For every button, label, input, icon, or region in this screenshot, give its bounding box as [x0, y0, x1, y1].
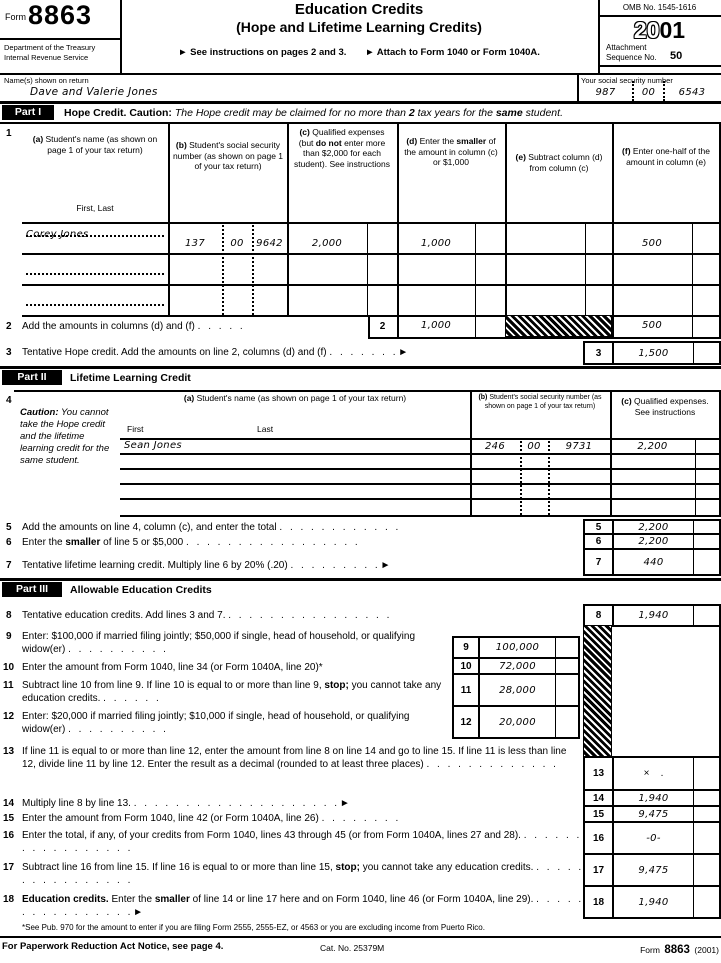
part3-title: Allowable Education Credits [70, 584, 212, 596]
table-line [120, 468, 721, 470]
cents-cell[interactable] [555, 638, 578, 657]
line9-number: 9 [6, 631, 12, 642]
col-e-header [509, 152, 609, 173]
col-text: Student's name (as shown on page 1 of your tax return) [43, 134, 158, 155]
first-label: First [127, 424, 144, 434]
caution-text: You cannot take the Hope credit and the lifetime learning credit for the same student. [20, 407, 110, 466]
line8-amount: 1,940 [638, 610, 669, 621]
line5-text: Add the amounts on line 4, column (c), and enter the total [22, 522, 277, 533]
col-c-header [291, 127, 393, 169]
divider [120, 0, 122, 73]
student-ssn-field[interactable]: 9642 [256, 238, 283, 249]
line12-amount: 20,000 [499, 716, 536, 728]
sequence-number: 50 [670, 50, 683, 62]
see-instructions-note: ► See instructions on pages 2 and 3. [178, 47, 347, 58]
line6-amount: 2,200 [638, 536, 669, 547]
col-tag: (a) [32, 134, 44, 144]
line18-box-number: 18 [585, 887, 614, 917]
ssn-divider [252, 222, 254, 315]
paperwork-notice: For Paperwork Reduction Act Notice, see page 4. [2, 941, 224, 952]
line18-text-bold: smaller [154, 894, 190, 905]
last-label: Last [257, 424, 274, 434]
footer-form-year: (2001) [694, 945, 719, 955]
line10-box-number: 10 [454, 659, 480, 673]
line13-text: If line 11 is equal to or more than line 12, enter the amount from line 8 on line 14 and go to line 15. If line 11 is less than line 12, divide line 11 by line 12. Enter the result as a decimal (rounded to at least three places) [22, 746, 567, 770]
line2-label [22, 320, 243, 333]
line6-label [22, 536, 358, 549]
arrow-icon: ► [133, 907, 144, 918]
line10-label [22, 661, 323, 674]
line18-text-bold: Education credits. [22, 894, 109, 905]
line6-text: Enter the [22, 537, 66, 548]
line17-label [22, 861, 582, 887]
line18-amount: 1,940 [638, 896, 669, 908]
tax-year [598, 18, 721, 42]
line6-text-bold: smaller [65, 537, 101, 548]
line6-box-number: 6 [585, 535, 614, 548]
qualified-expenses-field[interactable]: 2,200 [637, 441, 668, 452]
line8-number: 8 [6, 610, 12, 621]
dot-leader: . . . . . . . . . . . . . . . . . [22, 830, 580, 854]
dot-leader: . . . . . . . . [321, 813, 399, 824]
dot-leader: . . . . . . . . . . . . . [426, 759, 556, 770]
line2-column-d-field[interactable]: 1,000 [420, 320, 452, 331]
cents-cell[interactable] [693, 855, 719, 885]
line16-amount-field[interactable] [614, 823, 693, 853]
line7-label [22, 559, 390, 572]
col-tag: (d) [406, 136, 418, 146]
dot-leader: . . . . . . . . . . . . . . . . [228, 610, 390, 621]
qualified-expenses-field[interactable]: 2,000 [311, 238, 343, 249]
line12-amount-row [452, 705, 580, 739]
treasury-line2: Internal Revenue Service [4, 53, 89, 62]
line10-text: Enter the amount from Form 1040, line 34 (or Form 1040A, line 20)* [22, 662, 323, 673]
divider [0, 936, 721, 938]
cents-cell[interactable] [693, 606, 719, 625]
divider [0, 38, 120, 40]
col-text: enter more than $2,000 for each student). See instructions [294, 137, 390, 169]
col-text-bold: do not [315, 137, 342, 148]
table-line [368, 337, 721, 339]
line18-number: 18 [3, 894, 15, 905]
caution-label: Caution: [20, 407, 59, 418]
col-d-header [401, 136, 501, 168]
line17-amount: 9,475 [638, 864, 669, 876]
line3-number: 3 [6, 347, 12, 358]
line5-box-number: 5 [585, 521, 614, 533]
student-ssn-field[interactable]: 246 [485, 441, 505, 452]
line17-text: Subtract line 16 from line 15. If line 16 is equal to or more than line 15, [22, 862, 336, 873]
line16-number: 16 [3, 830, 15, 841]
line9-text: Enter: $100,000 if married filing jointly; $50,000 if single, head of household, or qualifying widow(er) [22, 631, 416, 655]
line2-box-number: 2 [379, 321, 386, 332]
part1-heading-text: tax years for the [414, 107, 496, 119]
table-line [120, 453, 721, 455]
line14-box-number: 14 [585, 791, 614, 805]
line10-amount-field[interactable] [480, 659, 555, 673]
line8-amount-row [583, 604, 721, 627]
smaller-amount-field[interactable]: 1,000 [420, 238, 452, 249]
line15-amount-field[interactable] [614, 807, 693, 821]
line13-box-number: 13 [585, 758, 614, 789]
line8-box-number: 8 [585, 606, 614, 625]
col-text-bold: smaller [456, 136, 487, 146]
line6-text: of line 5 or $5,000 [100, 537, 184, 548]
line11-text: Subtract line 10 from line 9. If line 10 is equal to or more than line 9, [22, 680, 325, 691]
student-name-value: Corey Jones [26, 229, 89, 240]
footer-form-word: Form [640, 945, 660, 955]
dot-leader: . . . . . . [103, 693, 159, 704]
part1-heading-em: same [495, 107, 523, 119]
cents-cell[interactable] [693, 343, 719, 363]
ssn-label: Your social security number [581, 76, 673, 85]
ssn-field-3[interactable]: 6543 [678, 87, 706, 98]
line7-amount-field[interactable] [614, 550, 693, 574]
line8-amount-field[interactable] [614, 606, 693, 625]
table-line [120, 515, 721, 517]
arrow-icon: ► [339, 798, 350, 809]
one-half-amount-field[interactable]: 500 [642, 238, 662, 249]
cents-divider [692, 222, 693, 337]
col-text: Qualified expenses (but [298, 127, 385, 148]
cents-cell[interactable] [693, 758, 719, 789]
dot-leader: . . . . . . . . . . . . . . . . . [186, 537, 358, 548]
table-line [22, 315, 721, 317]
cents-cell[interactable] [693, 887, 719, 917]
line11-amount: 28,000 [499, 684, 536, 696]
dot-leader: . . . . . . . . . [290, 560, 378, 571]
line5-amount: 2,200 [638, 521, 669, 533]
line13-decimal-field[interactable] [614, 758, 693, 789]
line3-amount: 1,500 [638, 347, 669, 359]
line9-amount: 100,000 [495, 642, 540, 653]
col-text: Student's social security number (as shown on page 1 of your tax return) [484, 394, 602, 410]
line18-text: of line 14 or line 17 here and on Form 1040, line 46 (or Form 1040A, line 29). [189, 894, 534, 905]
line12-amount-field[interactable] [480, 707, 555, 737]
student-name-field[interactable] [26, 224, 164, 240]
line16-amount-row [583, 821, 721, 855]
section-divider [0, 366, 721, 369]
dot-leader: . . . . . . . . . . [68, 724, 166, 735]
table-line [22, 284, 721, 286]
line12-box-number: 12 [454, 707, 480, 737]
line3-label [22, 346, 408, 359]
line3-text: Tentative Hope credit. Add the amounts on line 2, columns (d) and (f) [22, 347, 327, 358]
col-text: Enter one-half of the amount in column (e) [626, 146, 710, 167]
line14-amount-field[interactable] [614, 791, 693, 805]
omb-number: OMB No. 1545-1616 [622, 3, 697, 12]
line2-text: Add the amounts in columns (d) and (f) [22, 321, 195, 332]
footnote: *See Pub. 970 for the amount to enter if you are filing Form 2555, 2555-EZ, or 4563 or you are excluding income from Puerto Rico. [22, 923, 485, 932]
taxpayer-name-field[interactable]: Dave and Valerie Jones [30, 86, 158, 98]
line7-amount: 440 [643, 556, 664, 568]
line3-amount-field[interactable] [614, 343, 693, 363]
cents-cell[interactable] [555, 675, 578, 705]
cents-cell[interactable] [555, 659, 578, 673]
table-line [505, 122, 507, 337]
line9-amount-field[interactable] [480, 638, 555, 657]
student-ssn-field[interactable]: 00 [527, 441, 541, 452]
line16-text: Enter the total, if any, of your credits from Form 1040, lines 43 through 45 (or from Form 1040A, lines 27 and 28). [22, 830, 521, 841]
dot-leader: . . . . . . . [329, 347, 396, 358]
dot-leader: . . . . . [197, 321, 243, 332]
col-tag: (c) [621, 396, 632, 406]
col-tag: (b) [175, 140, 187, 150]
name-label: Name(s) shown on return [4, 76, 89, 85]
line16-box-number: 16 [585, 823, 614, 853]
divider [0, 73, 721, 75]
line16-amount: -0- [646, 832, 661, 844]
ssn-field-1[interactable]: 987 [595, 87, 616, 98]
student-ssn-field[interactable]: 137 [185, 238, 205, 249]
line14-amount: 1,940 [638, 792, 669, 804]
line14-text: Multiply line 8 by line 13. [22, 798, 131, 809]
cents-cell[interactable] [693, 550, 719, 574]
line5-amount-field[interactable] [614, 521, 693, 533]
part2-col-c-header [613, 396, 717, 417]
line5-label [22, 521, 398, 534]
line9-label [22, 630, 447, 656]
line13-preprint: × . [643, 768, 664, 779]
dot-leader: . . . . . . . . . . . . . . . . [22, 862, 582, 886]
dot-leader: . . . . . . . . . . . . . . . . . . . . [133, 798, 338, 809]
dot-leader: . . . . . . . . . . . . [279, 522, 399, 533]
line2-number: 2 [6, 321, 12, 332]
line10-number: 10 [3, 662, 15, 673]
col-tag: (c) [299, 127, 310, 137]
year-outline-part: 20 [633, 17, 660, 43]
section-divider [0, 578, 721, 581]
part1-heading [64, 106, 563, 120]
cents-divider [367, 222, 368, 315]
form-title: Education Credits [294, 1, 424, 18]
table-line [168, 122, 170, 315]
line6-amount-field[interactable] [614, 535, 693, 548]
cents-cell[interactable] [693, 521, 719, 533]
sequence-label: Sequence No. [606, 53, 657, 62]
line11-amount-row [452, 673, 580, 707]
col-b-header [172, 140, 284, 172]
table-line [120, 483, 721, 485]
line11-text-bold: stop; [324, 680, 349, 691]
line14-label [22, 797, 350, 810]
footer-form-number: 8863 [664, 944, 690, 956]
col-tag: (f) [622, 146, 631, 156]
line10-amount: 72,000 [499, 660, 536, 672]
col-a-header [26, 134, 164, 155]
cents-cell[interactable] [693, 823, 719, 853]
line17-amount-row [583, 853, 721, 887]
table-line [612, 122, 614, 337]
catalog-number: Cat. No. 25379M [320, 943, 385, 953]
table-line [397, 122, 399, 337]
shaded-cell [505, 315, 612, 337]
line11-amount-field[interactable] [480, 675, 555, 705]
col-text: Enter the [417, 136, 457, 146]
student-ssn-field[interactable]: 00 [230, 238, 244, 249]
attachment-label: Attachment [606, 43, 647, 52]
treasury-line1: Department of the Treasury [4, 43, 96, 52]
year-box [598, 15, 721, 67]
line18-text: Enter the [108, 894, 155, 905]
line2-column-f-field[interactable]: 500 [642, 320, 662, 331]
line11-box-number: 11 [454, 675, 480, 705]
form-word: Form [5, 12, 26, 22]
arrow-icon: ► [380, 560, 391, 571]
line18-label [22, 893, 582, 919]
col-f-header [616, 146, 716, 167]
cents-cell[interactable] [693, 535, 719, 548]
line9-box-number: 9 [454, 638, 480, 657]
line11-number: 11 [3, 680, 14, 691]
part2-caution [20, 407, 120, 467]
col-text: Subtract column (d) from column (c) [525, 152, 603, 173]
line4-number: 4 [6, 395, 12, 406]
table-line [287, 122, 289, 315]
col-text: of the amount in column (c) or $1,000 [404, 136, 498, 167]
line7-box-number: 7 [585, 550, 614, 574]
cents-divider [475, 222, 476, 337]
col-text: Qualified expenses. See instructions [631, 396, 709, 417]
student-ssn-field[interactable]: 9731 [565, 441, 593, 452]
cents-divider [585, 222, 586, 315]
col-tag: (b) [478, 394, 488, 401]
ssn-field-2[interactable]: 00 [641, 87, 656, 98]
dot-leader: . . . . . . . . . . [68, 644, 166, 655]
line7-amount-row [583, 548, 721, 576]
line17-amount-field[interactable] [614, 855, 693, 885]
line18-amount-field[interactable] [614, 887, 693, 917]
line7-number: 7 [6, 560, 12, 571]
part1-badge: Part I [2, 105, 54, 120]
col-tag: (e) [515, 152, 526, 162]
table-line [14, 390, 721, 392]
arrow-icon: ► [398, 347, 409, 358]
part1-heading-em: 2 [408, 107, 415, 119]
line16-label [22, 829, 582, 855]
line3-amount-row [583, 341, 721, 365]
part1-heading-text: The Hope credit may be claimed for no more than [171, 107, 409, 119]
year-bold-part: 01 [659, 17, 686, 43]
line11-label [22, 679, 450, 705]
line13-label [22, 745, 580, 771]
part2-title: Lifetime Learning Credit [70, 372, 191, 384]
table-line [120, 438, 721, 440]
col-text: Student's social security number (as shown on page 1 of your tax return) [172, 140, 284, 171]
cents-cell[interactable] [693, 791, 719, 805]
form-subtitle: (Hope and Lifetime Learning Credits) [236, 19, 482, 35]
attach-note: ► Attach to Form 1040 or Form 1040A. [365, 47, 540, 58]
part2-col-b-header [473, 393, 607, 411]
table-line [120, 498, 721, 500]
form-number: 8863 [28, 0, 93, 30]
section-divider [0, 101, 721, 104]
part1-heading-bold: Hope Credit. Caution: [64, 107, 172, 119]
line12-text: Enter: $20,000 if married filing jointly; $10,000 if single, head of household, or qualifying widow(er) [22, 711, 410, 735]
part2-col-a-header [150, 393, 440, 404]
footer-form-id [560, 940, 719, 958]
cents-divider [695, 438, 696, 515]
line3-box-number: 3 [585, 343, 614, 363]
cents-cell[interactable] [555, 707, 578, 737]
line17-text: you cannot take any education credits. [359, 862, 534, 873]
line6-number: 6 [6, 537, 12, 548]
line18-amount-row [583, 885, 721, 919]
student-name-field[interactable]: Sean Jones [124, 440, 182, 451]
line15-text: Enter the amount from Form 1040, line 42 (or Form 1040A, line 26) [22, 813, 319, 824]
header-instructions [120, 47, 598, 59]
line1-number: 1 [6, 128, 12, 139]
student-name-field[interactable] [26, 293, 164, 306]
part1-heading-text: student. [522, 107, 563, 119]
ssn-divider [222, 222, 224, 315]
line17-number: 17 [3, 862, 15, 873]
col-tag: (a) [183, 393, 195, 403]
part2-badge: Part II [2, 370, 62, 385]
line15-box-number: 15 [585, 807, 614, 821]
line9-amount-row [452, 636, 580, 659]
line15-number: 15 [3, 813, 15, 824]
line13-number: 13 [3, 746, 15, 757]
line17-text-bold: stop; [335, 862, 360, 873]
part3-badge: Part III [2, 582, 62, 597]
line12-label [22, 710, 450, 736]
col-text: Student's name (as shown on page 1 of your tax return) [194, 393, 407, 403]
line11-text: you cannot take any education credits. [22, 680, 442, 704]
cents-cell[interactable] [693, 807, 719, 821]
line8-label [22, 609, 389, 622]
line13-amount-row [583, 756, 721, 791]
line14-number: 14 [3, 798, 15, 809]
col-a-subheader: First, Last [76, 203, 114, 213]
dot-leader: . . . . . . . . . . . . . . . . [22, 894, 582, 918]
table-line [22, 253, 721, 255]
line12-number: 12 [3, 711, 15, 722]
line5-number: 5 [6, 522, 12, 533]
student-name-field[interactable] [26, 262, 164, 275]
line17-box-number: 17 [585, 855, 614, 885]
line15-label [22, 812, 398, 825]
shaded-column [583, 625, 612, 758]
line7-text: Tentative lifetime learning credit. Multiply line 6 by 20% (.20) [22, 560, 288, 571]
line15-amount: 9,475 [638, 808, 669, 820]
line8-text: Tentative education credits. Add lines 3 and 7. [22, 610, 226, 621]
